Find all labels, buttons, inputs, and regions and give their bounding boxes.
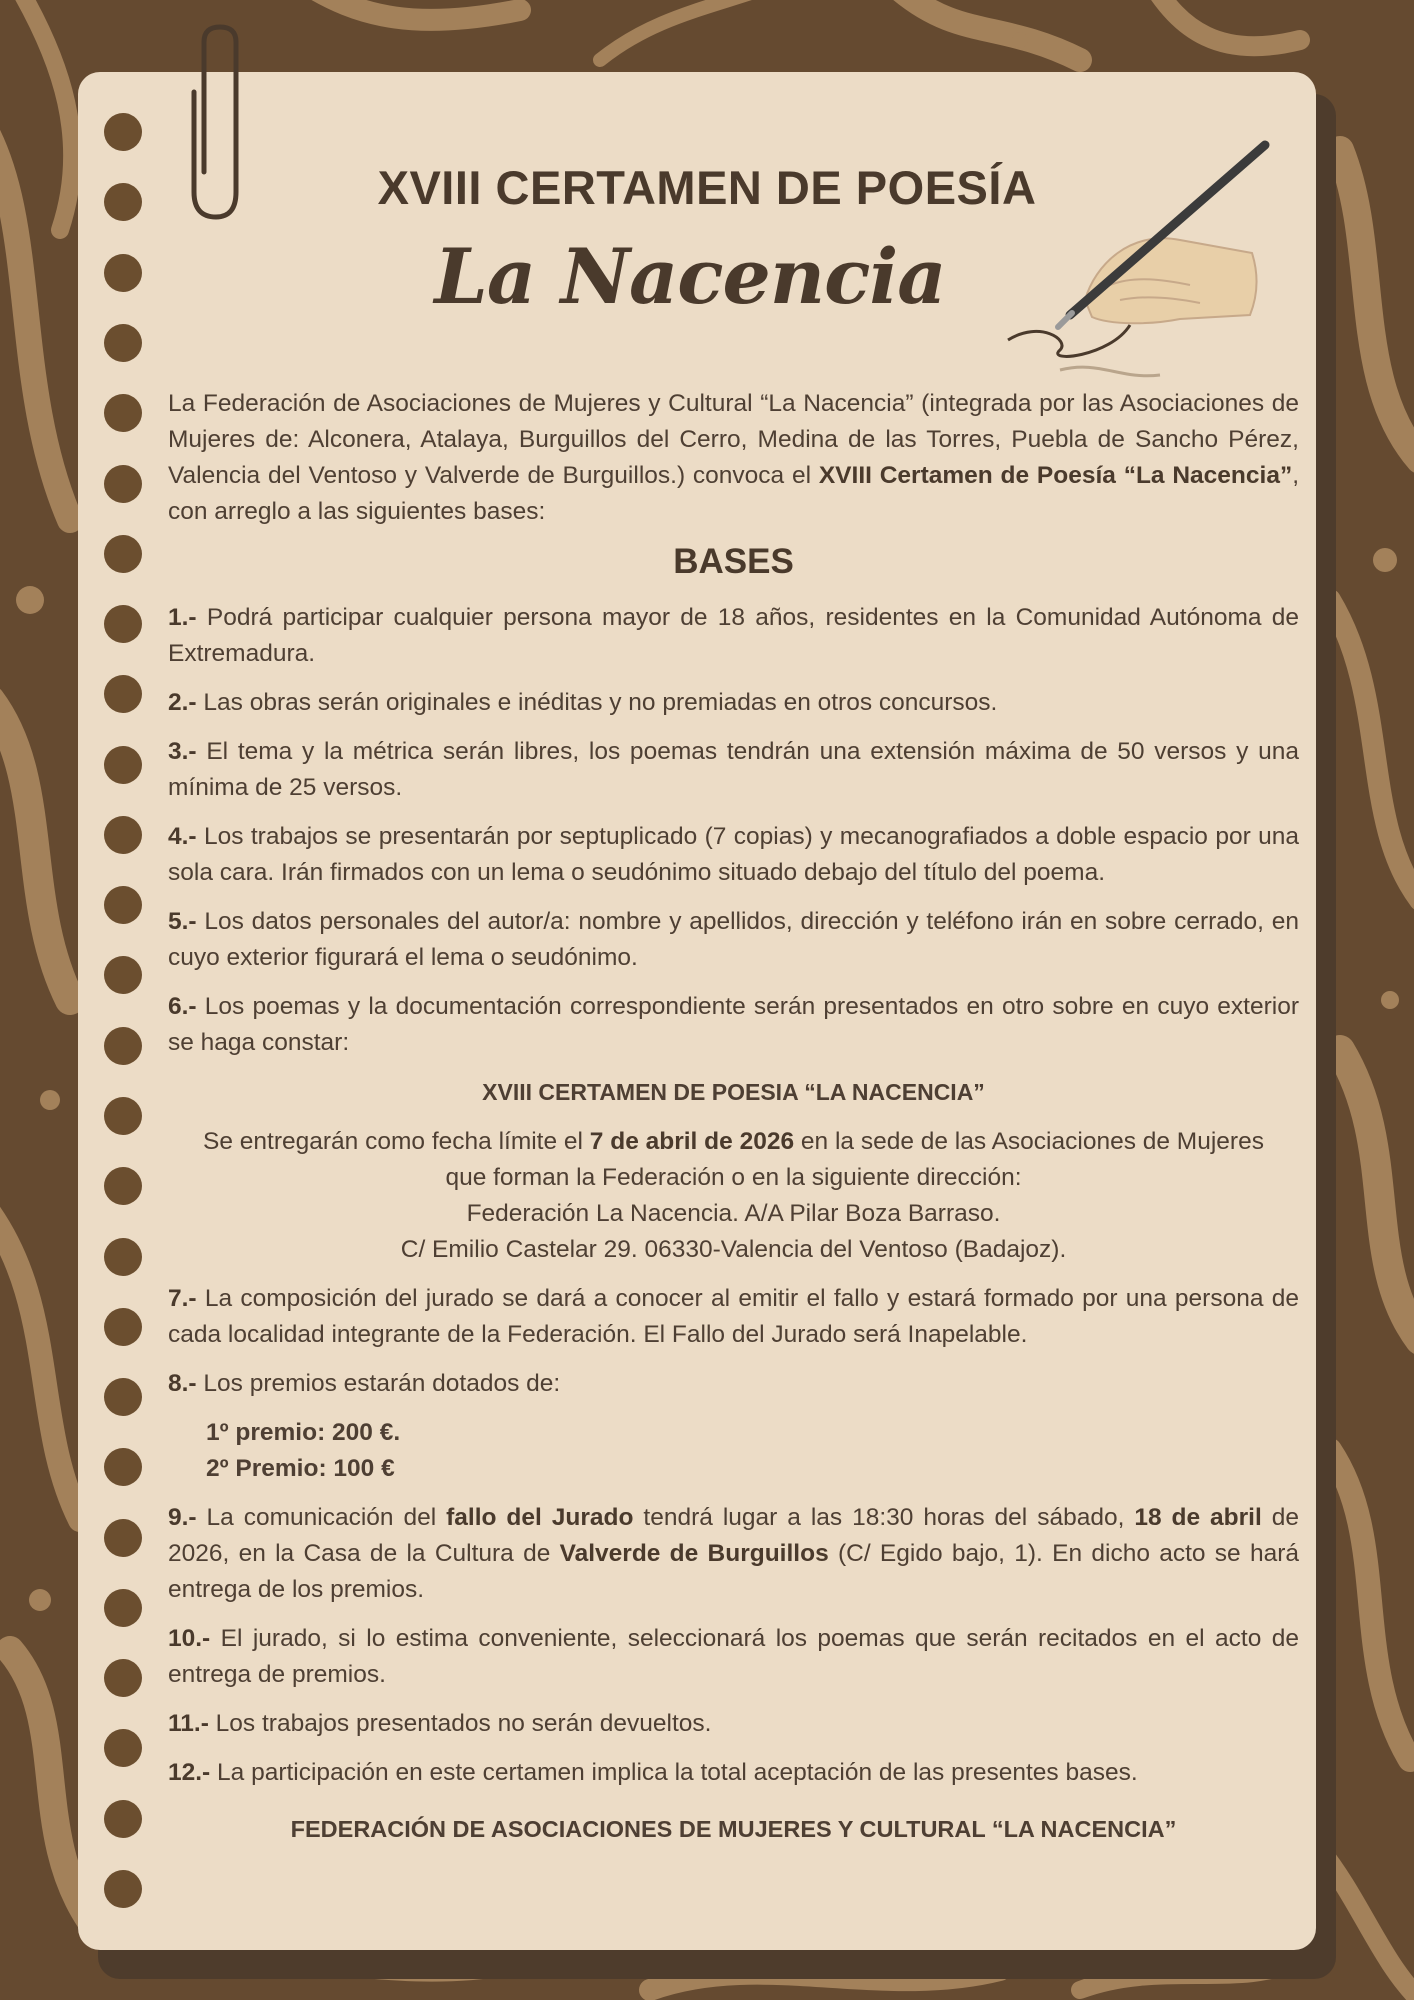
page-title: XVIII CERTAMEN DE POESÍA [377, 161, 1037, 214]
binder-hole [104, 1167, 142, 1205]
rule-number: 7.- [168, 1285, 197, 1312]
rule-text: Los trabajos presentados no serán devueltos. [208, 1710, 712, 1737]
rule-text: La participación en este certamen implica la total aceptación de las presentes bases. [210, 1759, 1138, 1786]
rule-11 [168, 1706, 1299, 1742]
rule-number: 6.- [168, 993, 197, 1020]
binder-hole [104, 886, 142, 924]
prize-first: 1º premio: 200 €. [206, 1419, 401, 1446]
rule-text: El tema y la métrica serán libres, los poemas tendrán una extensión máxima de 50 versos y una mínima de 25 versos. [168, 738, 1299, 801]
rule-number: 9.- [168, 1504, 197, 1531]
delivery-text-end: en la sede de las Asociaciones de Mujeres que forman la Federación o en la siguiente dirección: [445, 1128, 1264, 1191]
binder-hole [104, 465, 142, 503]
rule-number: 1.- [168, 604, 197, 631]
rule-text: Los poemas y la documentación correspondiente serán presentados en otro sobre en cuyo exterior se haga constar: [168, 993, 1299, 1056]
binder-hole [104, 1448, 142, 1486]
rule-5 [168, 904, 1299, 976]
rule-4 [168, 819, 1299, 891]
award-date: 18 de abril [1134, 1504, 1262, 1531]
rule-number: 8.- [168, 1370, 197, 1397]
binder-hole [104, 394, 142, 432]
footer-organization: FEDERACIÓN DE ASOCIACIONES DE MUJERES Y CULTURAL “LA NACENCIA” [290, 1816, 1177, 1842]
deadline-date: 7 de abril de 2026 [589, 1128, 795, 1155]
rule-text: de 2026, en la Casa de la Cultura de [168, 1504, 1299, 1567]
binder-hole [104, 746, 142, 784]
binder-hole [104, 1800, 142, 1838]
binder-hole [104, 183, 142, 221]
binder-hole [104, 113, 142, 151]
prize-second: 2º Premio: 100 € [206, 1455, 395, 1482]
binder-hole [104, 1659, 142, 1697]
binder-hole [104, 1589, 142, 1627]
binder-hole [104, 1238, 142, 1276]
bases-heading: BASES [673, 542, 794, 581]
rule-9 [168, 1500, 1299, 1608]
rule-8 [168, 1366, 1299, 1402]
binder-hole [104, 1519, 142, 1557]
delivery-text: Se entregarán como fecha límite el [203, 1128, 590, 1155]
binder-hole [104, 605, 142, 643]
rule-number: 10.- [168, 1625, 211, 1652]
binder-hole [104, 1378, 142, 1416]
delivery-info [202, 1124, 1265, 1268]
binder-hole [104, 324, 142, 362]
page-subtitle: La Nacencia [434, 232, 946, 321]
rule-1 [168, 600, 1299, 672]
rule-10 [168, 1621, 1299, 1693]
binder-hole [104, 535, 142, 573]
rule-text: Podrá participar cualquier persona mayor de 18 años, residentes en la Comunidad Autónoma de Extremadura. [168, 604, 1299, 667]
rule-number: 2.- [168, 689, 197, 716]
intro-bold: XVIII Certamen de Poesía “La Nacencia” [818, 462, 1293, 489]
delivery-recipient: Federación La Nacencia. A/A Pilar Boza Barraso. [466, 1200, 1001, 1227]
rule-bold: fallo del Jurado [446, 1504, 634, 1531]
intro-text: La Federación de Asociaciones de Mujeres y Cultural “La Nacencia” (integrada por las Asociaciones de Mujeres de: Alconera, Atalaya, Burguillos del Cerro, Medina de las Torres, Puebla de Sancho Pérez, Valencia del Ventoso y Valverde de Burguillos.) convoca el [168, 390, 1299, 489]
binder-hole [104, 254, 142, 292]
rule-7 [168, 1281, 1299, 1353]
binder-hole [104, 816, 142, 854]
rule-text: La composición del jurado se dará a conocer al emitir el fallo y estará formado por una persona de cada localidad integrante de la Federación. El Fallo del Jurado será Inapelable. [168, 1285, 1299, 1348]
rule-text: tendrá lugar a las 18:30 horas del sábado, [633, 1504, 1135, 1531]
binder-hole [104, 1308, 142, 1346]
rule-2 [168, 685, 1299, 721]
intro-paragraph [168, 386, 1299, 530]
rule-text: El jurado, si lo estima conveniente, seleccionará los poemas que serán recitados en el acto de entrega de premios. [168, 1625, 1299, 1688]
delivery-address: C/ Emilio Castelar 29. 06330-Valencia del Ventoso (Badajoz). [400, 1236, 1067, 1263]
binder-hole [104, 675, 142, 713]
rule-text: (C/ Egido bajo, 1). En dicho acto se hará entrega de los premios. [168, 1540, 1300, 1603]
document-body [168, 386, 1299, 1860]
rule-number: 5.- [168, 908, 197, 935]
rule-text: Las obras serán originales e inéditas y no premiadas en otros concursos. [196, 689, 998, 716]
rule-12 [168, 1755, 1299, 1791]
award-venue: Valverde de Burguillos [559, 1540, 829, 1567]
rule-number: 3.- [168, 738, 197, 765]
binder-hole [104, 1870, 142, 1908]
rule-6 [168, 989, 1299, 1061]
rule-number: 4.- [168, 823, 197, 850]
binder-hole [104, 1097, 142, 1135]
rule-3 [168, 734, 1299, 806]
binder-hole [104, 1027, 142, 1065]
binder-hole [104, 1729, 142, 1767]
rule-number: 12.- [168, 1759, 211, 1786]
rule-text: Los premios estarán dotados de: [196, 1370, 561, 1397]
rule-text: Los datos personales del autor/a: nombre y apellidos, dirección y teléfono irán en sobre cerrado, en cuyo exterior figurará el lema o seudónimo. [168, 908, 1299, 971]
binder-hole [104, 956, 142, 994]
rule-number: 11.- [168, 1710, 209, 1737]
rule-text: La comunicación del [196, 1504, 447, 1531]
intro-text-end: , con arreglo a las siguientes bases: [168, 462, 1300, 525]
rule-text: Los trabajos se presentarán por septuplicado (7 copias) y mecanografiados a doble espacio por una sola cara. Irán firmados con un lema o seudónimo situado debajo del título del poema. [168, 823, 1299, 886]
envelope-title: XVIII CERTAMEN DE POESIA “LA NACENCIA” [482, 1079, 985, 1105]
